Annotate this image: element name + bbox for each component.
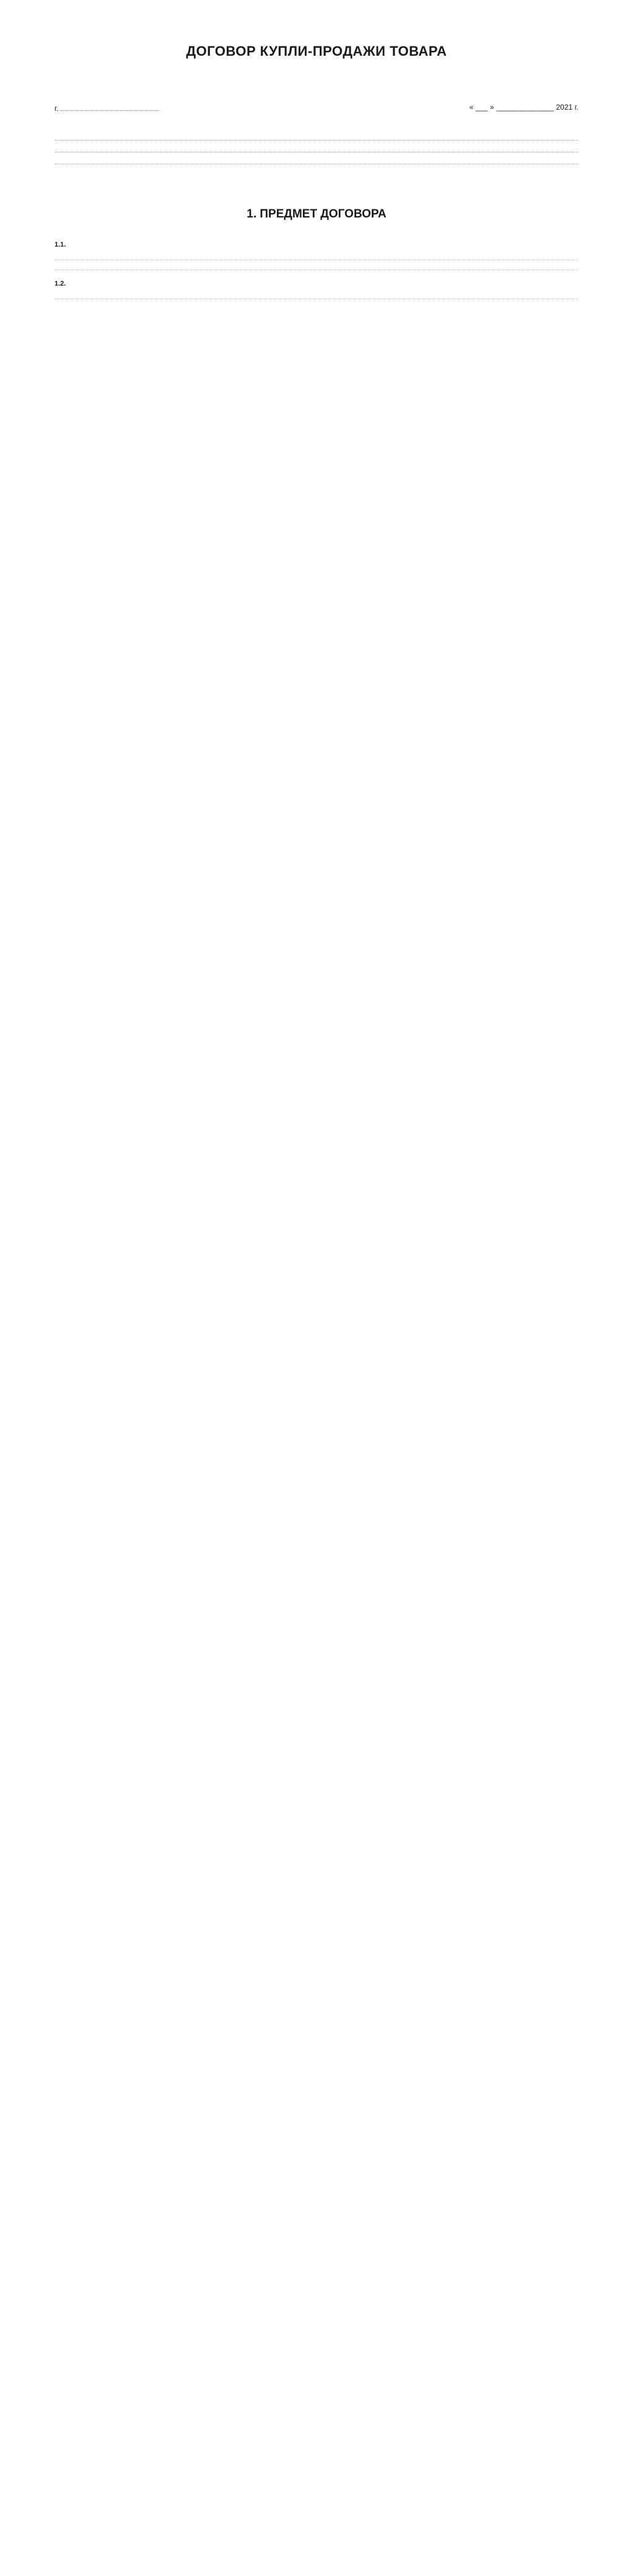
section-title: 1. ПРЕДМЕТ ДОГОВОРА — [247, 208, 386, 221]
date-label: « ___ » ______________ 2021 г. — [469, 103, 578, 112]
clause-number: 1.2. — [55, 280, 66, 288]
page-title: ДОГОВОР КУПЛИ-ПРОДАЖИ ТОВАРА — [186, 43, 447, 59]
document-page — [0, 0, 633, 299]
clause-number: 1.1. — [55, 241, 66, 248]
section-1 — [55, 208, 578, 299]
preamble — [55, 131, 578, 164]
city-label: г. — [55, 103, 160, 113]
header-meta — [55, 103, 578, 113]
clause — [55, 240, 578, 270]
clause — [55, 279, 578, 299]
